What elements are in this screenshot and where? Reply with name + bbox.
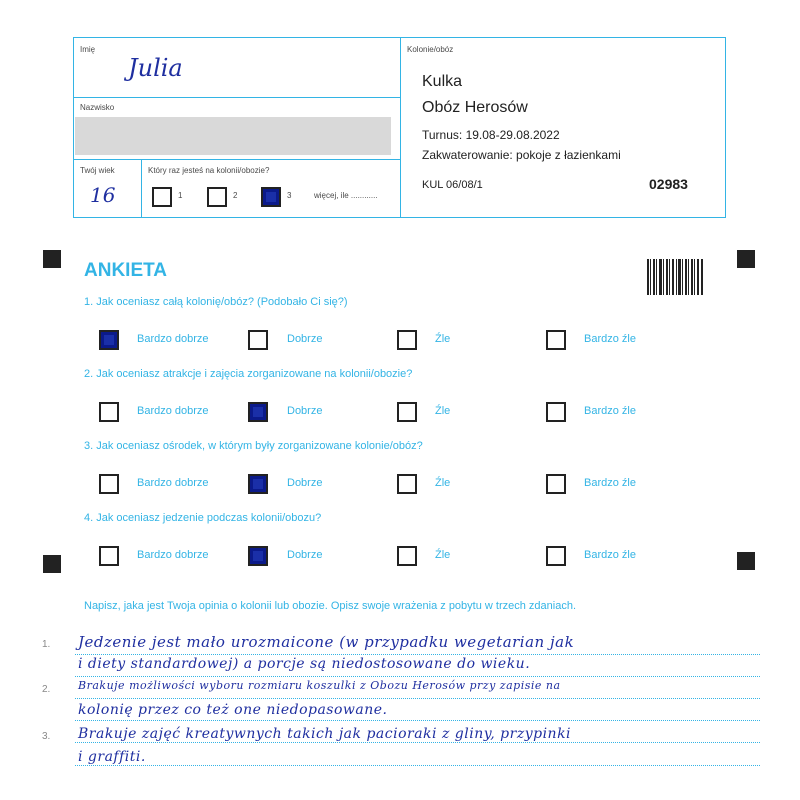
times-checkbox-3[interactable] xyxy=(261,187,281,207)
answer-line xyxy=(75,765,760,766)
answer-number-1: 1. xyxy=(42,639,51,650)
question-3-text: 3. Jak oceniasz ośrodek, w którym były zorganizowane kolonie/obóz? xyxy=(84,440,423,452)
header-divider-name xyxy=(73,97,400,98)
surname-label: Nazwisko xyxy=(80,103,115,112)
registration-marker-bottom-right xyxy=(737,552,755,570)
question-1-option-label: Bardzo źle xyxy=(584,333,636,345)
question-1-checkbox-2[interactable] xyxy=(248,330,268,350)
registration-marker-top-left xyxy=(43,250,61,268)
header-divider-age xyxy=(141,159,142,217)
question-1-text: 1. Jak oceniasz całą kolonię/obóz? (Podobało Ci się?) xyxy=(84,296,348,308)
camp-subtitle: Obóz Herosów xyxy=(422,99,528,116)
camp-name: Kulka xyxy=(422,73,463,90)
question-1-option-label: Źle xyxy=(435,333,451,345)
question-4-checkbox-2[interactable] xyxy=(248,546,268,566)
question-2-text: 2. Jak oceniasz atrakcje i zajęcia zorganizowane na kolonii/obozie? xyxy=(84,368,413,380)
question-4-text: 4. Jak oceniasz jedzenie podczas kolonii/obozu? xyxy=(84,512,322,524)
question-2-checkbox-2[interactable] xyxy=(248,402,268,422)
question-4-option-label: Źle xyxy=(435,549,451,561)
answer-line xyxy=(75,742,760,743)
times-more: więcej, ile ............ xyxy=(314,191,378,200)
question-2-checkbox-4[interactable] xyxy=(546,402,566,422)
question-3-checkbox-3[interactable] xyxy=(397,474,417,494)
question-2-option-label: Bardzo źle xyxy=(584,405,636,417)
question-4-checkbox-1[interactable] xyxy=(99,546,119,566)
registration-marker-bottom-left xyxy=(43,555,61,573)
question-1-checkbox-1[interactable] xyxy=(99,330,119,350)
turnus: Turnus: 19.08-29.08.2022 xyxy=(422,128,560,142)
question-4-option-label: Bardzo dobrze xyxy=(137,549,209,561)
answer-number-3: 3. xyxy=(42,731,51,742)
question-3-checkbox-2[interactable] xyxy=(248,474,268,494)
answer-line xyxy=(75,698,760,699)
times-option-3: 3 xyxy=(287,191,292,200)
question-3-option-label: Dobrze xyxy=(287,477,323,489)
age-label: Twój wiek xyxy=(80,166,115,175)
opinion-prompt: Napisz, jaka jest Twoja opinia o kolonii lub obozie. Opisz swoje wrażenia z pobytu w trzech zdaniach. xyxy=(84,600,576,612)
question-3-option-label: Bardzo dobrze xyxy=(137,477,209,489)
form-number: 02983 xyxy=(649,176,688,192)
header-divider-vertical xyxy=(400,37,401,217)
question-2-option-label: Dobrze xyxy=(287,405,323,417)
times-option-1: 1 xyxy=(178,191,183,200)
camp-label: Kolonie/obóz xyxy=(407,45,454,54)
answer-line xyxy=(75,654,760,655)
question-4-option-label: Bardzo źle xyxy=(584,549,636,561)
question-2-checkbox-1[interactable] xyxy=(99,402,119,422)
answer-line xyxy=(75,720,760,721)
question-2-option-label: Źle xyxy=(435,405,451,417)
question-2-checkbox-3[interactable] xyxy=(397,402,417,422)
question-1-option-label: Dobrze xyxy=(287,333,323,345)
name-value[interactable]: Julia xyxy=(128,54,183,82)
answer-text-line[interactable]: Brakuje zajęć kreatywnych takich jak pacioraki z gliny, przypinki xyxy=(78,726,572,742)
answer-text-line[interactable]: kolonię przez co też one niedopasowane. xyxy=(78,702,388,718)
answer-text-line[interactable]: Brakuje możliwości wyboru rozmiaru koszulki z Obozu Herosów przy zapisie na xyxy=(78,679,561,692)
question-3-option-label: Źle xyxy=(435,477,451,489)
answer-text-line[interactable]: i graffiti. xyxy=(78,749,146,765)
question-3-option-label: Bardzo źle xyxy=(584,477,636,489)
question-2-option-label: Bardzo dobrze xyxy=(137,405,209,417)
times-option-2: 2 xyxy=(233,191,238,200)
header-divider-surname xyxy=(73,159,400,160)
times-checkbox-1[interactable] xyxy=(152,187,172,207)
barcode-icon xyxy=(647,259,703,295)
question-1-checkbox-3[interactable] xyxy=(397,330,417,350)
answer-line xyxy=(75,676,760,677)
age-value[interactable]: 16 xyxy=(90,183,116,207)
camp-code: KUL 06/08/1 xyxy=(422,179,483,191)
question-1-option-label: Bardzo dobrze xyxy=(137,333,209,345)
answer-number-2: 2. xyxy=(42,684,51,695)
question-1-checkbox-4[interactable] xyxy=(546,330,566,350)
question-3-checkbox-1[interactable] xyxy=(99,474,119,494)
registration-marker-top-right xyxy=(737,250,755,268)
question-4-option-label: Dobrze xyxy=(287,549,323,561)
times-label: Który raz jesteś na kolonii/obozie? xyxy=(148,166,270,175)
surname-redaction xyxy=(75,117,391,155)
question-3-checkbox-4[interactable] xyxy=(546,474,566,494)
answer-text-line[interactable]: Jedzenie jest mało urozmaicone (w przypadku wegetarian jak xyxy=(78,633,575,651)
answer-text-line[interactable]: i diety standardowej) a porcje są niedostosowane do wieku. xyxy=(78,656,531,672)
times-checkbox-2[interactable] xyxy=(207,187,227,207)
question-4-checkbox-3[interactable] xyxy=(397,546,417,566)
accommodation: Zakwaterowanie: pokoje z łazienkami xyxy=(422,148,621,162)
survey-title: ANKIETA xyxy=(84,260,168,281)
question-4-checkbox-4[interactable] xyxy=(546,546,566,566)
name-label: Imię xyxy=(80,45,96,54)
